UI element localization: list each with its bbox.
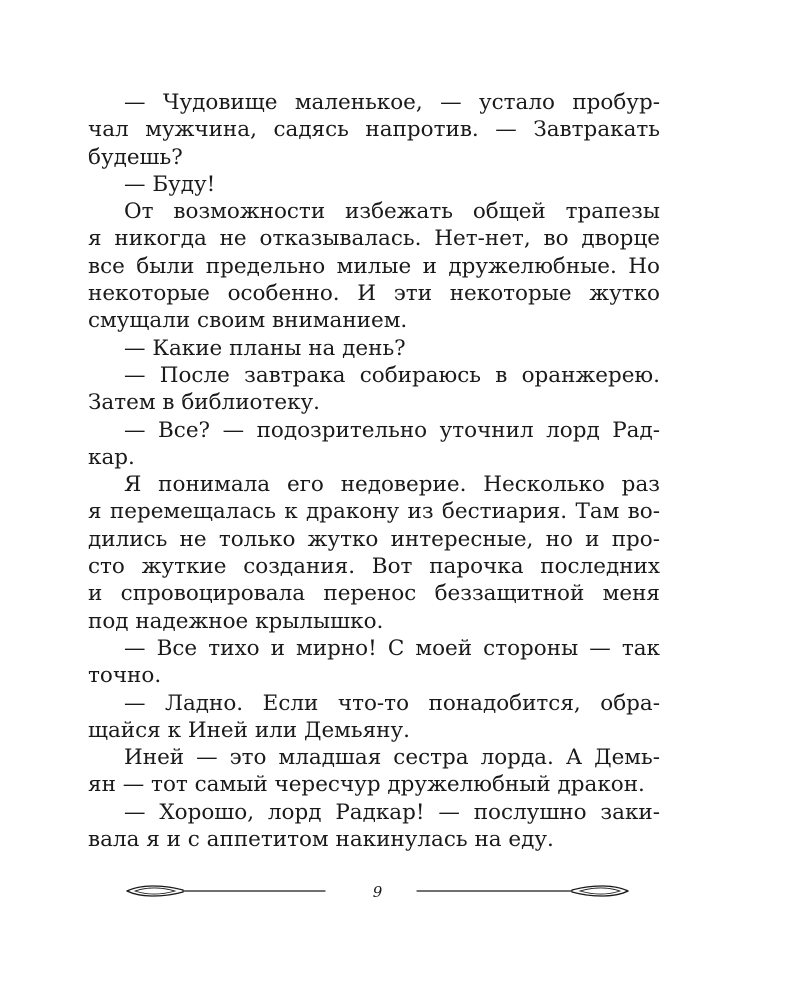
text-line: От возможности избежать общей трапезы <box>124 199 660 225</box>
text-line: Иней — это младшая сестра лорда. А Демь- <box>124 745 660 771</box>
text-line: — Какие планы на день? <box>124 335 406 361</box>
text-line: Я понимала его недоверие. Несколько раз <box>124 472 660 498</box>
page-number: 9 <box>372 883 383 901</box>
text-line: сто жуткие создания. Вот парочка последних <box>88 554 660 580</box>
text-line: — Чудовище маленькое, — устало пробур- <box>124 90 660 115</box>
text-line: кар. <box>88 444 135 470</box>
text-line: вала я и с аппетитом накинулась на еду. <box>88 827 554 853</box>
text-line: — Все тихо и мирно! С моей стороны — так <box>124 635 660 661</box>
text-line: ян — тот самый чересчур дружелюбный дракон. <box>88 772 645 798</box>
text-line: я перемещалась к дракону из бестиария. Там во- <box>88 499 660 525</box>
text-line: — Буду! <box>124 171 216 197</box>
text-line: — Ладно. Если что-то понадобится, обра- <box>124 690 660 716</box>
text-line: под надежное крылышко. <box>88 608 384 634</box>
text-line: и спровоцировала перенос беззащитной меня <box>88 581 660 607</box>
text-line: щайся к Иней или Демьяну. <box>88 717 410 743</box>
text-line: — Все? — подозрительно уточнил лорд Рад- <box>124 417 660 443</box>
text-line: дились не только жутко интересные, но и про- <box>88 526 660 552</box>
text-line: точно. <box>88 663 162 689</box>
text-line: Затем в библиотеку. <box>88 390 321 416</box>
text-line: будешь? <box>88 144 183 170</box>
book-page-text <box>88 89 660 853</box>
text-line: чал мужчина, садясь напротив. — Завтракать <box>88 117 660 143</box>
text-line: — Хорошо, лорд Радкар! — послушно заки- <box>124 799 660 825</box>
text-line: я никогда не отказывалась. Нет-нет, во дворце <box>88 226 660 252</box>
text-line: — После завтрака собираюсь в оранжерею. <box>124 362 660 388</box>
text-line: все были предельно милые и дружелюбные. Но <box>88 253 660 279</box>
text-line: смущали своим вниманием. <box>88 308 408 334</box>
page-footer <box>125 880 630 910</box>
text-line: некоторые особенно. И эти некоторые жутко <box>88 281 660 307</box>
